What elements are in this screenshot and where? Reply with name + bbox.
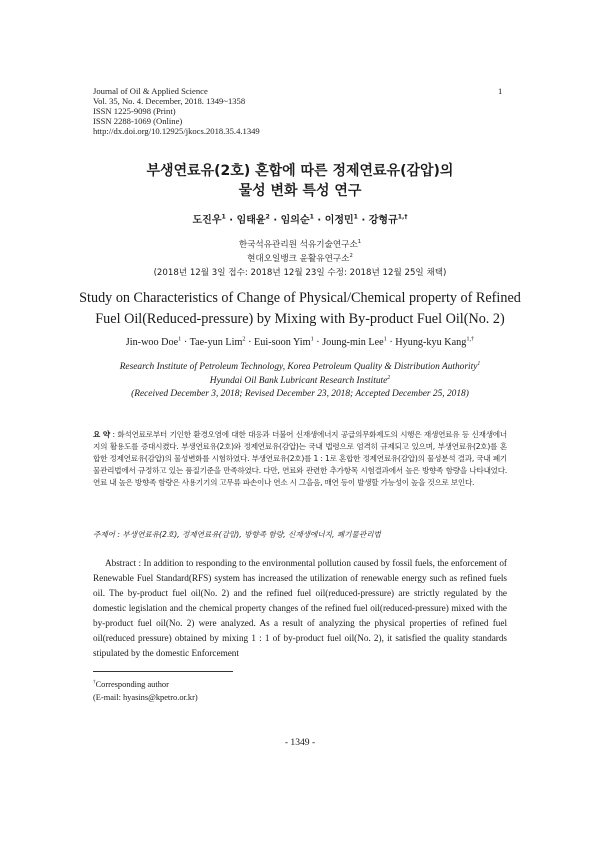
english-title-line-1: Study on Characteristics of Change of Physical/Chemical property of Refined [79, 290, 521, 306]
korean-author-name: 임의순 [280, 215, 310, 226]
korean-authors [0, 211, 600, 226]
english-author-affiliation-mark: 1 [310, 335, 314, 343]
korean-author-affiliation-mark: 1 [221, 213, 226, 221]
english-author-name: Joung-min Lee [322, 337, 384, 348]
korean-author-affiliation-mark: 2 [265, 213, 270, 221]
english-author-affiliation-mark: 1 [383, 335, 387, 343]
english-author-name: Tae-yun Lim [189, 337, 243, 348]
author-separator: · [269, 215, 281, 226]
korean-affiliation-2: 현대오일뱅크 윤활유연구소$^2$ [247, 253, 353, 264]
journal-name: Journal of Oil & Applied Science [93, 86, 208, 96]
author-separator: · [386, 337, 396, 348]
korean-affiliation-1: 한국석유관리원 석유기술연구소$^1$ [238, 239, 362, 250]
english-authors [0, 337, 600, 348]
english-title-line-2: Fuel Oil(Reduced-pressure) by Mixing with By-product Fuel Oil(No. 2) [95, 311, 505, 327]
english-author-affiliation-mark: 2 [242, 335, 246, 343]
author-separator: · [245, 337, 255, 348]
english-author-name: Hyung-kyu Kang [395, 337, 467, 348]
english-abstract-label: Abstract [105, 558, 137, 568]
english-author-name: Jin-woo Doe [125, 337, 179, 348]
english-affiliation-1: Research Institute of Petroleum Technology, Korea Petroleum Quality & Distribution Authority$^1$ [119, 360, 481, 372]
page-number: 1 [498, 86, 503, 96]
footnote-corresponding: †Corresponding author [93, 679, 169, 689]
korean-author-name: 임태윤 [236, 215, 266, 226]
korean-affiliations [0, 238, 600, 280]
english-affiliation-2: Hyundai Oil Bank Lubricant Research Institute$^2$ [209, 374, 391, 386]
korean-abstract: 요 약 : 화석연료로부터 기인한 환경오염에 대한 대응과 더불어 신재생에너지 공급의무화제도의 시행은 재생연료유 등 신재생에너지의 활용도를 증대시켰다. 부생연료유(2호)와 정제연료유(감압)는 국내 법령으로 엄격히 규제되고 있으며, 부생연료유(2호)를 혼합한 정제연료유(감압)의 물성변화를 시험하였다. 부생연료유(2호)를 1 : 1로 혼합한 정제연료유(감압)의 물성분석 결과, 국내 폐기물관리법에서 규정하고 있는 품질기준을 만족하였다. 다만, 연료와 관련한 추가항목 시험결과에서 높은 방향족 함량을 나타내었다. 연료 내 높은 방향족 함량은 사용기기의 고무류 파손이나 연소 시 그을음, 매연 등이 발생할 가능성이 높을 것으로 보인다. [93, 430, 507, 487]
korean-author-affiliation-mark: 1,† [397, 213, 408, 221]
journal-issn-print: ISSN 1225-9098 (Print) [93, 106, 176, 117]
author-separator: · [313, 215, 325, 226]
footnote-email[interactable]: (E-mail: hyasins@kpetro.or.kr) [93, 692, 198, 702]
english-abstract: Abstract : In addition to responding to the environmental pollution caused by fossil fuels, the enforcement of Renewable Fuel Standard(RFS) system has increased the utilization of renewable energy such as refined fuels oil. The by-product fuel oil(No. 2) and the refined fuel oil(reduced-pressure) are strictly regulated by the domestic legislation and the chemical property changes of the refined fuel oil(reduced-pressure) mixed with the by-product fuel oil(No. 2) were analyzed. As a result of analyzing the physical properties of refined fuel oil(reduced pressure) obtained by mixing 1 : 1 of by-product fuel oil(No. 2), it satisfied the quality standards stipulated by the domestic Enforcement [93, 558, 507, 658]
journal-doi[interactable]: http://dx.doi.org/10.12925/jkocs.2018.35.4.1349 [93, 126, 260, 137]
author-separator: · [225, 215, 237, 226]
english-title [0, 288, 600, 330]
korean-keywords: 주제어 : 부생연료유(2호), 정제연료유(감압), 방향족 함량, 신재생에너지, 폐기물관리법 [93, 530, 381, 539]
korean-abstract-text: 화석연료로부터 기인한 환경오염에 대한 대응과 더불어 신재생에너지 공급의무화제도의 시행은 재생연료유 등 신재생에너지의 활용도를 증대시켰다. 부생연료유(2호)와 정제연료유(감압)는 국내 법령으로 엄격히 규제되고 있으며, 부생연료유(2호)를 혼합한 정제연료유(감압)의 물성변화를 시험하였다. 부생연료유(2호)를 1 : 1로 혼합한 정제연료유(감압)의 물성분석 결과, 국내 폐기물관리법에서 규정하고 있는 품질기준을 만족하였다. 다만, 연료와 관련한 추가항목 시험결과에서 높은 방향족 함량을 나타내었다. 연료 내 높은 방향족 함량은 사용기기의 고무류 파손이나 연소 시 그을음, 매연 등이 발생할 가능성이 높을 것으로 보인다. [93, 430, 507, 487]
korean-author-affiliation-mark: 1 [309, 213, 314, 221]
korean-author-name: 강형규 [368, 215, 398, 226]
author-separator: · [357, 215, 369, 226]
english-author-name: Eui-soon Yim [254, 337, 311, 348]
korean-author-name: 도진우 [192, 215, 222, 226]
english-author-affiliation-mark: 1,† [466, 335, 475, 343]
korean-abstract-label: 요 약 [93, 430, 110, 439]
author-separator: · [313, 337, 323, 348]
korean-author-affiliation-mark: 1 [353, 213, 358, 221]
english-author-affiliation-mark: 1 [178, 335, 182, 343]
korean-title [0, 161, 600, 201]
korean-dates: (2018년 12월 3일 접수: 2018년 12월 23일 수정: 2018년 12월 25일 채택) [153, 268, 447, 278]
korean-title-line-2: 물성 변화 특성 연구 [238, 183, 362, 199]
journal-info [93, 86, 260, 136]
author-separator: · [181, 337, 190, 348]
english-affiliations [0, 361, 600, 402]
journal-volume: Vol. 35, No. 4. December, 2018. 1349~1358 [93, 96, 246, 107]
page-footer-number: - 1349 - [284, 737, 316, 748]
english-abstract-text: In addition to responding to the environmental pollution caused by fossil fuels, the enforcement of Renewable Fuel Standard(RFS) system has increased the utilization of renewable energy such as refined fuels oil. The by-product fuel oil(No. 2) and the refined fuel oil(reduced-pressure) are strictly regulated by the domestic legislation and the chemical property changes of the refined fuel oil(reduced-pressure) mixed with the by-product fuel oil(No. 2) were analyzed. As a result of analyzing the physical properties of refined fuel oil(reduced pressure) obtained by mixing 1 : 1 of by-product fuel oil(No. 2), it satisfied the quality standards stipulated by the domestic Enforcement [93, 558, 507, 658]
korean-title-line-1: 부생연료유(2호) 혼합에 따른 정제연료유(감압)의 [146, 163, 454, 179]
journal-issn-online: ISSN 2288-1069 (Online) [93, 116, 183, 127]
footnote [93, 679, 198, 704]
english-dates: (Received December 3, 2018; Revised December 23, 2018; Accepted December 25, 2018) [131, 389, 469, 399]
footnote-divider [93, 671, 233, 672]
korean-author-name: 이정민 [324, 215, 354, 226]
